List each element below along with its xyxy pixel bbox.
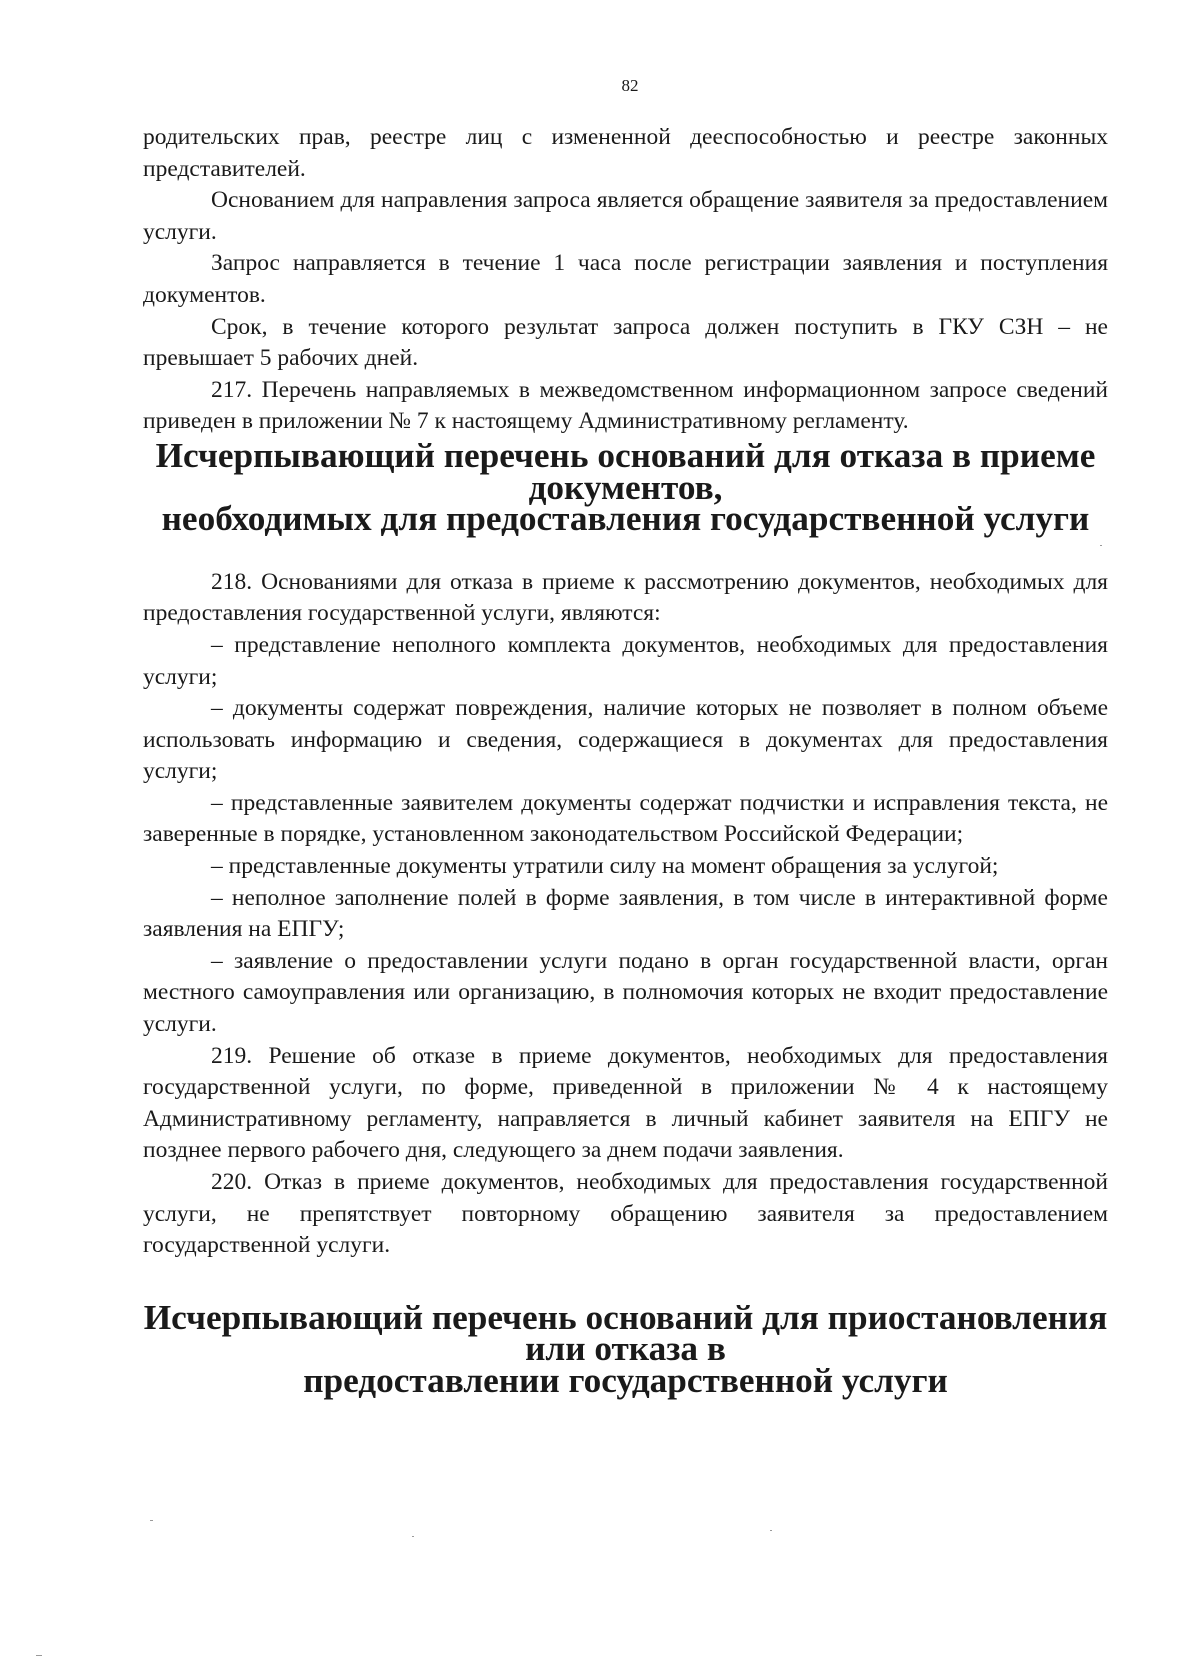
section-heading-line: предоставлении государственной услуги: [303, 1360, 948, 1400]
list-item-incomplete-form: – неполное заполнение полей в форме заявления, в том числе в интерактивной форме заявления на ЕПГУ;: [143, 884, 1108, 943]
paragraph-request-deadline: Срок, в течение которого результат запроса должен поступить в ГКУ СЗН – не превышает 5 рабочих дней.: [143, 313, 1108, 372]
paragraph-continuation: родительских прав, реестре лиц с измененной дееспособностью и реестре законных представителей.: [143, 124, 1108, 182]
section-heading-refusal-grounds: [143, 435, 1108, 539]
paragraph-220: 220. Отказ в приеме документов, необходимых для предоставления государственной услуги, не препятствует повторному обращению заявителя за предоставлением государственной услуги.: [143, 1169, 1108, 1259]
document-body: [143, 122, 1108, 1400]
paragraph-request-timing: Запрос направляется в течение 1 часа после регистрации заявления и поступления документов.: [143, 250, 1108, 308]
page-number: 82: [621, 76, 639, 95]
paragraph-217: 217. Перечень направляемых в межведомственном информационном запросе сведений приведен в приложении № 7 к настоящему Административному регламенту.: [143, 376, 1108, 435]
scan-artifact: [36, 1655, 42, 1656]
section-heading-line: Исчерпывающий перечень оснований для отказа в приеме документов,: [155, 435, 1096, 507]
section-heading-suspension-grounds: [143, 1297, 1108, 1400]
paragraph-219: 219. Решение об отказе в приеме документов, необходимых для предоставления государственной услуги, по форме, приведенной в приложении № 4 к настоящему Административному регламенту, направляется в личный кабинет заявителя на ЕПГУ не позднее первого рабочего дня, следующего за днем подачи заявления.: [143, 1042, 1108, 1164]
list-item-expired-documents: – представленные документы утратили силу на момент обращения за услугой;: [211, 853, 999, 880]
scan-artifact: [412, 1536, 414, 1537]
list-item-wrong-authority: – заявление о предоставлении услуги подано в орган государственной власти, орган местного самоуправления или организацию, в полномочия которых не входит предоставление услуги.: [143, 947, 1108, 1038]
section-heading-line: Исчерпывающий перечень оснований для приостановления или отказа в: [143, 1297, 1108, 1369]
paragraph-218: 218. Основаниями для отказа в приеме к рассмотрению документов, необходимых для предоставления государственной услуги, являются:: [143, 568, 1108, 627]
scan-artifact: [150, 1520, 153, 1521]
list-item-damaged-documents: – документы содержат повреждения, наличие которых не позволяет в полном объеме использовать информацию и сведения, содержащиеся в документах для предоставления услуги;: [143, 695, 1108, 785]
scan-artifact: [1100, 545, 1102, 546]
scan-artifact: [770, 1530, 772, 1531]
list-item-incomplete-set: – представление неполного комплекта документов, необходимых для предоставления услуги;: [143, 631, 1108, 690]
list-item-corrections: – представленные заявителем документы содержат подчистки и исправления текста, не заверенные в порядке, установленном законодательством Российской Федерации;: [143, 789, 1108, 848]
paragraph-request-basis: Основанием для направления запроса является обращение заявителя за предоставлением услуги.: [143, 187, 1108, 245]
section-heading-line: необходимых для предоставления государственной услуги: [161, 499, 1090, 539]
